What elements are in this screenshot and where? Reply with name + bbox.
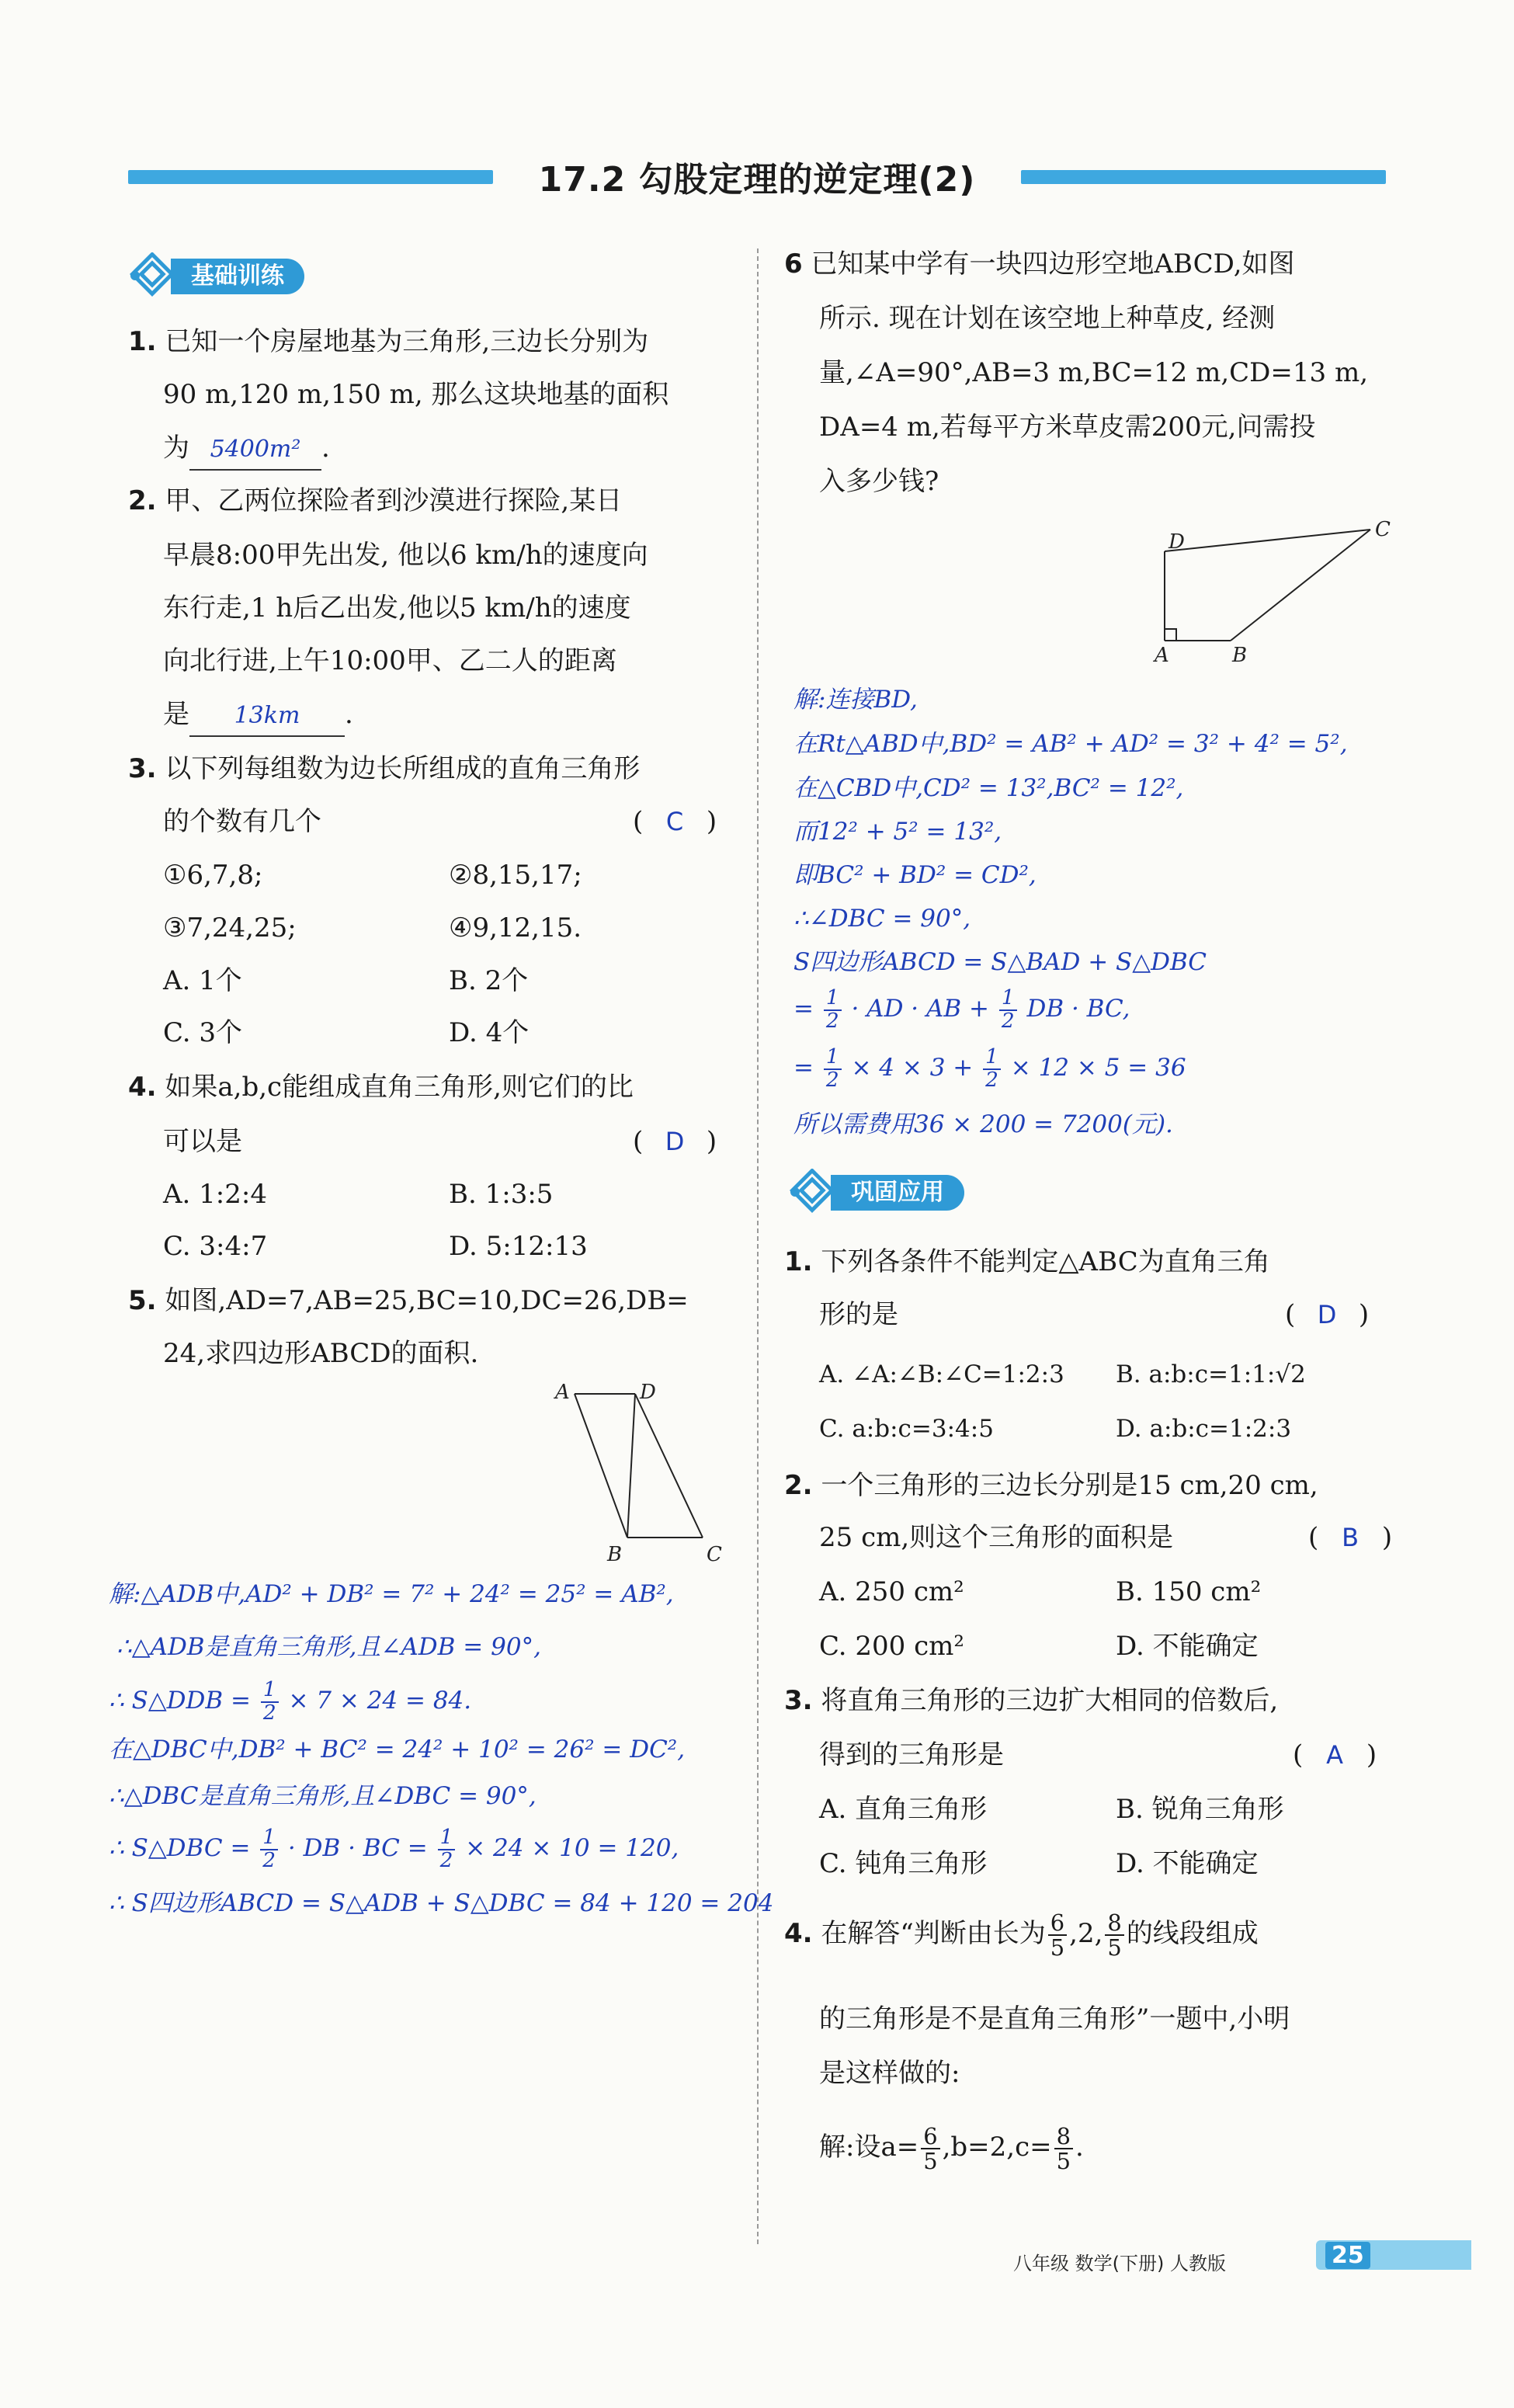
fraction-num: 8 <box>1105 1911 1123 1936</box>
section-label: 巩固应用 <box>831 1175 964 1211</box>
q4-choice-c: C. 3:4:7 <box>163 1231 268 1262</box>
q3-option-3: ③7,24,25; <box>163 912 297 943</box>
q5-figure <box>543 1371 738 1569</box>
fraction-num: 6 <box>1048 1911 1067 1936</box>
q6-solution-9 <box>793 1047 1186 1091</box>
p3-choice-d: D. 不能确定 <box>1116 1848 1259 1879</box>
p2-line2: 25 cm,则这个三角形的面积是 <box>819 1522 1174 1553</box>
q5-line1 <box>128 1281 689 1320</box>
p2-choice-a: A. 250 cm² <box>819 1576 964 1607</box>
q5-number: 5. <box>128 1285 157 1316</box>
label-c: C <box>1375 518 1391 541</box>
p4-text4-post: . <box>1075 2132 1084 2163</box>
q3-number: 3. <box>128 753 157 784</box>
segment-bc <box>1231 530 1370 641</box>
p4-text1-pre: 在解答“判断由长为 <box>821 1918 1046 1949</box>
q6-line4: DA=4 m,若每平方米草皮需200元,问需投 <box>819 412 1316 443</box>
q2-line1 <box>128 481 622 520</box>
q5-s6-mid: · DB · BC = <box>287 1834 428 1863</box>
q3-line1 <box>128 749 640 788</box>
q4-choice-d: D. 5:12:13 <box>449 1231 588 1262</box>
q6-s9-post: × 12 × 5 = 36 <box>1010 1054 1186 1082</box>
fraction-den: 2 <box>825 1009 839 1033</box>
q4-text1: 如果a,b,c能组成直角三角形,则它们的比 <box>165 1072 634 1103</box>
label-b: B <box>1232 644 1248 667</box>
label-c: C <box>707 1543 722 1566</box>
q3-option-2: ②8,15,17; <box>449 860 582 891</box>
title-header <box>128 151 1386 202</box>
q1-text3-pre: 为 <box>163 433 189 464</box>
q1-text1: 已知一个房屋地基为三角形,三边长分别为 <box>165 326 649 357</box>
p3-line2: 得到的三角形是 <box>819 1739 1004 1770</box>
q3-line2: 的个数有几个 <box>163 806 321 837</box>
p4-line2: 的三角形是不是直角三角形”一题中,小明 <box>819 2003 1290 2034</box>
label-b: B <box>607 1543 623 1566</box>
column-divider <box>757 248 759 2244</box>
q5-s3-pre: ∴ S△DDB = <box>109 1687 251 1715</box>
q6-line2: 所示. 现在计划在该空地上种草皮, 经测 <box>819 303 1276 334</box>
fraction-den: 2 <box>439 1848 453 1872</box>
p1-line1 <box>784 1242 1270 1281</box>
q3-choice-c: C. 3个 <box>163 1017 243 1048</box>
q2-text5-post: . <box>345 699 353 730</box>
q3-choice-d: D. 4个 <box>449 1017 530 1048</box>
p4-line1 <box>784 1906 1259 1961</box>
q6-solution-6: ∴∠DBC = 90°, <box>793 905 971 933</box>
page-number: 25 <box>1325 2242 1370 2269</box>
section-basic-training <box>124 252 357 296</box>
p2-answer: B <box>1342 1523 1359 1552</box>
q4-choice-a: A. 1:2:4 <box>163 1179 267 1210</box>
p2-choice-c: C. 200 cm² <box>819 1631 965 1662</box>
q4-answer: D <box>665 1127 685 1156</box>
fraction <box>1048 1911 1067 1960</box>
p4-line4 <box>819 2120 1084 2174</box>
q6-line1 <box>784 245 1295 283</box>
p4-text1-post: 的线段组成 <box>1126 1918 1259 1949</box>
p1-choice-c: C. a:b:c=3:4:5 <box>819 1415 994 1443</box>
page-title: 17.2 勾股定理的逆定理(2) <box>538 160 976 200</box>
q5-s6-pre: ∴ S△DBC = <box>109 1834 251 1863</box>
q1-number: 1. <box>128 326 157 357</box>
p3-number: 3. <box>784 1685 813 1716</box>
fraction-num: 1 <box>438 1827 456 1850</box>
title-bar-right <box>1021 170 1386 184</box>
fraction <box>983 1047 1001 1091</box>
q1-line1 <box>128 322 648 361</box>
p1-answer: D <box>1317 1300 1337 1329</box>
section-label: 基础训练 <box>171 259 304 294</box>
p4-line3: 是这样做的: <box>819 2058 960 2089</box>
q5-text1: 如图,AD=7,AB=25,BC=10,DC=26,DB= <box>165 1285 689 1316</box>
q2-line3: 东行走,1 h后乙出发,他以5 km/h的速度 <box>163 592 631 624</box>
fraction <box>1105 1911 1123 1960</box>
segment-db <box>627 1394 635 1538</box>
q4-choice-b: B. 1:3:5 <box>449 1179 554 1210</box>
fraction <box>824 988 842 1032</box>
segment-dc <box>635 1394 703 1538</box>
fraction-den: 5 <box>1056 2148 1071 2174</box>
q2-line4: 向北行进,上午10:00甲、乙二人的距离 <box>163 645 617 676</box>
q3-choice-a: A. 1个 <box>163 965 242 996</box>
title-bar-left <box>128 170 493 184</box>
q1-text3-post: . <box>321 433 330 464</box>
fraction-den: 5 <box>923 2148 938 2174</box>
q5-solution-1: 解:△ADB中,AD² + DB² = 7² + 24² = 25² = AB², <box>109 1580 674 1608</box>
label-a: A <box>1155 644 1169 667</box>
q6-solution-10: 所以需费用36 × 200 = 7200(元). <box>793 1110 1173 1138</box>
q3-option-4: ④9,12,15. <box>449 912 582 943</box>
q6-solution-3: 在△CBD中,CD² = 13²,BC² = 12², <box>793 774 1184 802</box>
q4-line1 <box>128 1068 634 1107</box>
segment-dc <box>1165 530 1370 551</box>
fraction-den: 2 <box>262 1701 276 1725</box>
label-a: A <box>555 1381 570 1404</box>
fraction <box>260 1827 278 1871</box>
p3-answer-paren: ( A ) <box>1293 1736 1377 1774</box>
p1-choice-a: A. ∠A:∠B:∠C=1:2:3 <box>819 1360 1064 1388</box>
q2-text5-pre: 是 <box>163 699 189 730</box>
q3-answer: C <box>665 807 684 836</box>
q6-solution-1: 解:连接BD, <box>793 686 918 714</box>
p4-text4-pre: 解:设a= <box>819 2132 919 2163</box>
q6-s8-post: DB · BC, <box>1026 995 1130 1023</box>
p4-text1-mid: ,2, <box>1069 1918 1103 1949</box>
q6-figure <box>1145 513 1401 668</box>
q5-solution-5: ∴△DBC是直角三角形,且∠DBC = 90°, <box>109 1782 536 1810</box>
q1-line2: 90 m,120 m,150 m, 那么这块地基的面积 <box>163 379 669 410</box>
segment-ab <box>575 1394 627 1538</box>
q2-line5 <box>163 695 353 737</box>
q5-s6-post: × 24 × 10 = 120, <box>465 1834 679 1863</box>
right-angle-mark <box>1165 629 1176 641</box>
q5-solution-4: 在△DBC中,DB² + BC² = 24² + 10² = 26² = DC², <box>109 1736 686 1763</box>
p1-answer-paren: ( D ) <box>1285 1295 1369 1334</box>
p3-text1: 将直角三角形的三边扩大相同的倍数后, <box>821 1685 1279 1716</box>
p2-choice-d: D. 不能确定 <box>1116 1631 1259 1662</box>
p1-choice-d: D. a:b:c=1:2:3 <box>1116 1415 1292 1443</box>
fraction <box>921 2122 939 2174</box>
q6-s9-mid: × 4 × 3 + <box>851 1054 974 1082</box>
page-footer <box>1013 2240 1479 2279</box>
q3-option-1: ①6,7,8; <box>163 860 263 891</box>
q5-line2: 24,求四边形ABCD的面积. <box>163 1338 479 1369</box>
fraction-den: 5 <box>1107 1934 1122 1961</box>
label-d: D <box>1168 530 1185 554</box>
q6-text1: 已知某中学有一块四边形空地ABCD,如图 <box>811 248 1295 280</box>
q5-s3-post: × 7 × 24 = 84. <box>288 1687 472 1715</box>
p3-choice-a: A. 直角三角形 <box>819 1794 988 1825</box>
q6-number: 6 <box>784 248 803 280</box>
p4-text4-mid: ,b=2,c= <box>942 2132 1052 2163</box>
q2-answer-blank: 13km <box>189 697 345 737</box>
p2-number: 2. <box>784 1470 813 1501</box>
p1-line2: 形的是 <box>819 1299 898 1330</box>
fraction <box>824 1047 842 1091</box>
q6-line3: 量,∠A=90°,AB=3 m,BC=12 m,CD=13 m, <box>819 357 1369 388</box>
footer-text: 八年级 数学(下册) 人教版 <box>1013 2253 1226 2274</box>
p1-number: 1. <box>784 1246 813 1277</box>
fraction <box>261 1680 279 1724</box>
q6-solution-8 <box>793 988 1130 1032</box>
q2-number: 2. <box>128 485 157 516</box>
q5-solution-3 <box>109 1680 471 1724</box>
q6-s8-pre: = <box>793 995 814 1023</box>
q2-text1: 甲、乙两位探险者到沙漠进行探险,某日 <box>165 485 623 516</box>
q3-text1: 以下列每组数为边长所组成的直角三角形 <box>165 753 641 784</box>
p3-answer: A <box>1326 1740 1344 1770</box>
q6-s9-pre: = <box>793 1054 814 1082</box>
q6-solution-7: S四边形ABCD = S△BAD + S△DBC <box>793 948 1207 976</box>
fraction-den: 2 <box>825 1068 839 1092</box>
page-number-tab <box>1316 2240 1471 2270</box>
fraction <box>438 1827 456 1871</box>
p2-answer-paren: ( B ) <box>1308 1518 1392 1557</box>
q1-line3 <box>163 429 330 471</box>
p3-choice-b: B. 锐角三角形 <box>1116 1794 1284 1825</box>
q1-answer-blank: 5400m² <box>189 430 321 471</box>
section-consolidation <box>784 1169 1017 1212</box>
q4-answer-paren: ( D ) <box>633 1122 717 1161</box>
q5-solution-7: ∴ S四边形ABCD = S△ADB + S△DBC = 84 + 120 = 204 <box>109 1889 774 1917</box>
fraction-num: 1 <box>983 1047 1001 1070</box>
fraction-den: 2 <box>1001 1009 1015 1033</box>
q6-solution-2: 在Rt△ABD中,BD² = AB² + AD² = 3² + 4² = 5², <box>793 730 1348 758</box>
q4-number: 4. <box>128 1072 157 1103</box>
fraction-den: 2 <box>985 1068 998 1092</box>
fraction-den: 2 <box>262 1848 276 1872</box>
p3-line1 <box>784 1681 1278 1720</box>
p2-choice-b: B. 150 cm² <box>1116 1576 1262 1607</box>
q4-line2: 可以是 <box>163 1126 242 1157</box>
q3-choice-b: B. 2个 <box>449 965 529 996</box>
q3-answer-paren: ( C ) <box>633 802 717 841</box>
label-d: D <box>640 1381 656 1404</box>
q6-solution-4: 而12² + 5² = 13², <box>793 818 1002 846</box>
p2-text1: 一个三角形的三边长分别是15 cm,20 cm, <box>821 1470 1318 1501</box>
q6-s8-mid: · AD · AB + <box>851 995 989 1023</box>
fraction <box>1054 2122 1073 2174</box>
q5-solution-2: ∴△ADB是直角三角形,且∠ADB = 90°, <box>116 1633 541 1661</box>
p1-text1: 下列各条件不能判定△ABC为直角三角 <box>821 1246 1270 1277</box>
p4-number: 4. <box>784 1918 813 1949</box>
fraction-den: 5 <box>1050 1934 1065 1961</box>
p1-choice-b: B. a:b:c=1:1:√2 <box>1116 1360 1306 1388</box>
fraction-num: 1 <box>999 988 1017 1011</box>
fraction-num: 6 <box>921 2125 939 2149</box>
p2-line1 <box>784 1466 1318 1505</box>
q5-solution-6 <box>109 1827 679 1871</box>
fraction-num: 8 <box>1054 2125 1073 2149</box>
q2-line2: 早晨8:00甲先出发, 他以6 km/h的速度向 <box>163 540 648 571</box>
fraction-num: 1 <box>260 1827 278 1850</box>
q6-line5: 入多少钱? <box>819 466 939 497</box>
q6-solution-5: 即BC² + BD² = CD², <box>793 861 1037 889</box>
fraction-num: 1 <box>824 1047 842 1070</box>
fraction-num: 1 <box>824 988 842 1011</box>
fraction-num: 1 <box>261 1680 279 1703</box>
p3-choice-c: C. 钝角三角形 <box>819 1848 988 1879</box>
fraction <box>999 988 1017 1032</box>
